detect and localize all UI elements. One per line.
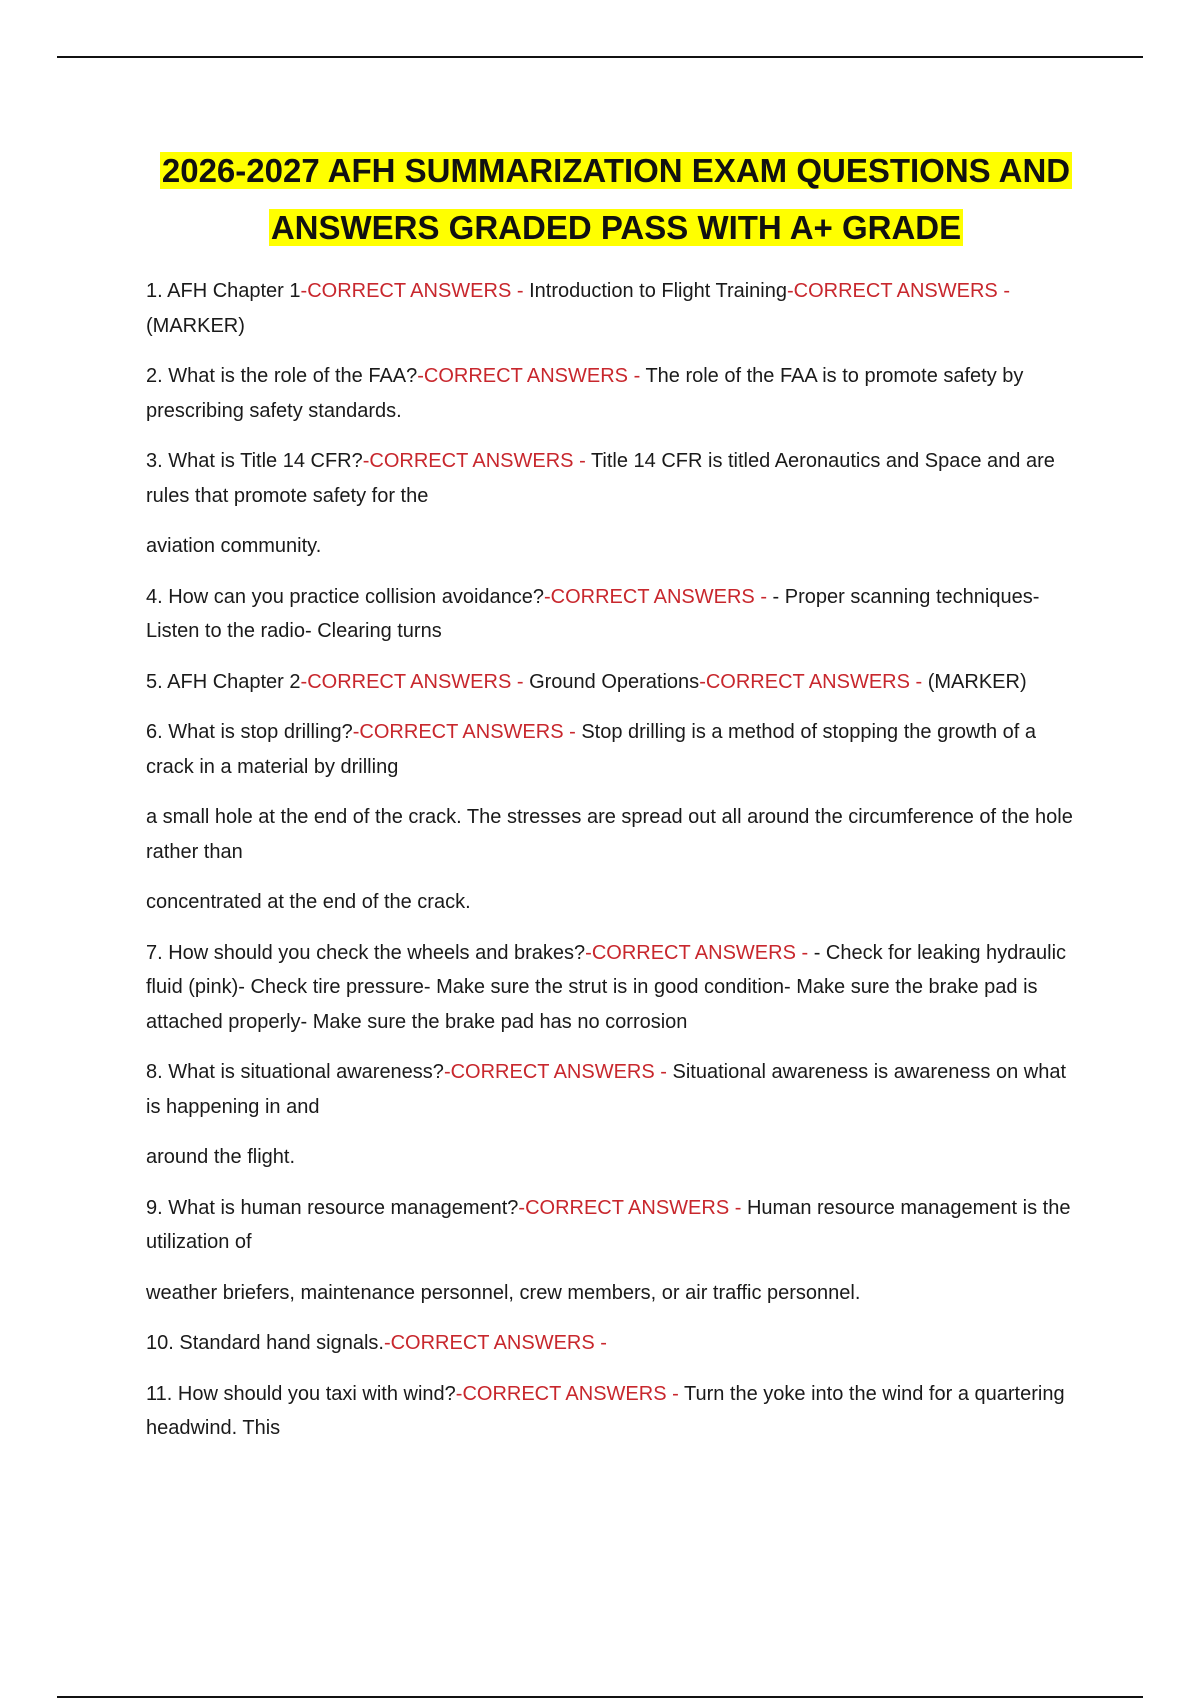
- paragraph-text: 6. What is stop drilling?: [146, 721, 353, 743]
- document-title: [146, 142, 1086, 256]
- question-paragraph: [146, 1140, 1086, 1175]
- paragraph-text: a small hole at the end of the crack. The stresses are spread out all around the circumference of the hole rather than: [146, 806, 1073, 863]
- paragraph-text: 8. What is situational awareness?: [146, 1061, 444, 1083]
- question-paragraph: [146, 936, 1086, 1040]
- question-paragraph: [146, 274, 1086, 343]
- question-paragraph: [146, 715, 1086, 784]
- correct-answers-label: -CORRECT ANSWERS -: [699, 670, 928, 693]
- question-paragraph: [146, 529, 1086, 564]
- paragraph-text: 10. Standard hand signals.: [146, 1332, 384, 1354]
- correct-answers-label: -CORRECT ANSWERS -: [518, 1196, 747, 1219]
- paragraph-text: 7. How should you check the wheels and brakes?: [146, 941, 586, 964]
- correct-answers-label: -CORRECT ANSWERS -: [455, 1382, 684, 1405]
- paragraph-text: 11. How should you taxi with wind?: [146, 1382, 456, 1405]
- paragraph-text: (MARKER): [927, 670, 1027, 693]
- paragraph-text: 5. AFH Chapter 2: [146, 670, 301, 693]
- paragraph-text: (MARKER): [146, 314, 245, 337]
- document-title-text: 2026-2027 AFH SUMMARIZATION EXAM QUESTIONS AND ANSWERS GRADED PASS WITH A+ GRADE: [161, 152, 1071, 246]
- correct-answers-label: -CORRECT ANSWERS -: [544, 585, 773, 608]
- question-paragraph: [146, 580, 1086, 649]
- correct-answers-label: -CORRECT ANSWERS -: [383, 1332, 607, 1354]
- paragraph-text: 2. What is the role of the FAA?: [146, 365, 418, 387]
- paragraph-text: Stop drilling is a method of stopping the growth of a crack in a material by drilling: [146, 721, 1037, 778]
- correct-answers-label: -CORRECT ANSWERS -: [362, 450, 591, 472]
- paragraph-text: 1. AFH Chapter 1: [146, 280, 301, 302]
- paragraph-text: Human resource management is the utilization of: [146, 1196, 1071, 1253]
- question-paragraph: [146, 444, 1086, 513]
- correct-answers-label: -CORRECT ANSWERS -: [585, 941, 814, 964]
- paragraph-text: 3. What is Title 14 CFR?: [146, 450, 363, 472]
- correct-answers-label: -CORRECT ANSWERS -: [787, 280, 1010, 302]
- paragraph-text: around the flight.: [146, 1146, 295, 1168]
- correct-answers-label: -CORRECT ANSWERS -: [352, 721, 582, 743]
- correct-answers-label: -CORRECT ANSWERS -: [300, 670, 530, 693]
- paragraph-text: Title 14 CFR is titled Aeronautics and Space and are rules that promote safety for the: [146, 450, 1055, 507]
- document-page: [146, 142, 1086, 1462]
- question-paragraph: [146, 800, 1086, 869]
- top-rule: [57, 56, 1143, 58]
- correct-answers-label: -CORRECT ANSWERS -: [417, 365, 646, 387]
- paragraph-text: The role of the FAA is to promote safety by prescribing safety standards.: [146, 365, 1024, 422]
- question-paragraph: [146, 1191, 1086, 1260]
- question-paragraph: [146, 1377, 1086, 1446]
- paragraph-text: Turn the yoke into the wind for a quartering headwind. This: [146, 1382, 1065, 1439]
- question-paragraph: [146, 1276, 1086, 1311]
- paragraph-text: aviation community.: [146, 535, 322, 557]
- correct-answers-label: -CORRECT ANSWERS -: [443, 1061, 673, 1083]
- paragraph-text: - Check for leaking hydraulic fluid (pink)- Check tire pressure- Make sure the strut is in good condition- Make sure the brake pad is attached properly- Make sure the brake pad has no corrosion: [146, 941, 1067, 1033]
- paragraph-text: weather briefers, maintenance personnel, crew members, or air traffic personnel.: [146, 1281, 861, 1304]
- paragraph-text: Introduction to Flight Training: [529, 280, 787, 302]
- question-paragraph: [146, 359, 1086, 428]
- question-paragraph: [146, 665, 1086, 700]
- paragraph-text: 9. What is human resource management?: [146, 1196, 519, 1219]
- paragraph-text: 4. How can you practice collision avoidance?: [146, 585, 544, 608]
- question-list: [146, 274, 1086, 1446]
- correct-answers-label: -CORRECT ANSWERS -: [300, 280, 530, 302]
- paragraph-text: Ground Operations: [529, 670, 700, 693]
- question-paragraph: [146, 885, 1086, 920]
- question-paragraph: [146, 1055, 1086, 1124]
- paragraph-text: Situational awareness is awareness on what is happening in and: [146, 1061, 1067, 1118]
- paragraph-text: concentrated at the end of the crack.: [146, 891, 471, 913]
- bottom-rule: [57, 1696, 1143, 1698]
- question-paragraph: [146, 1326, 1086, 1361]
- paragraph-text: - Proper scanning techniques- Listen to the radio- Clearing turns: [146, 585, 1040, 642]
